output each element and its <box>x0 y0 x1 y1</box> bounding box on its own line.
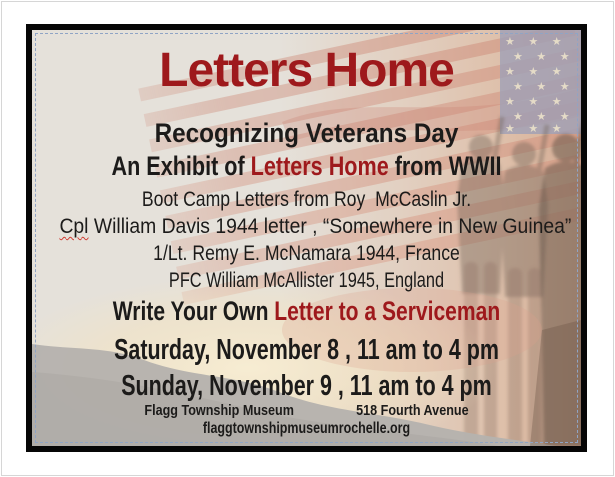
letter-line-boot-camp: Boot Camp Letters from Roy McCaslin Jr. <box>141 187 472 211</box>
poster-content[interactable] <box>32 30 581 446</box>
svg-text:★ ★ ★: ★ ★ ★ <box>513 80 575 93</box>
letter-line-mcallister: PFC William McAllister 1945, England <box>168 268 445 292</box>
svg-text:★ ★ ★: ★ ★ ★ <box>513 50 575 63</box>
website-url: flaggtownshipmuseumrochelle.org <box>202 420 411 437</box>
exhibit-line <box>87 151 526 181</box>
venue-row <box>76 402 537 419</box>
exhibit-suffix: from WWII <box>388 151 502 181</box>
poster-frame[interactable] <box>26 24 587 452</box>
subtitle: Recognizing Veterans Day <box>154 118 459 148</box>
letter-line-mcnamara: 1/Lt. Remy E. McNamara 1944, France <box>153 241 460 265</box>
svg-text:★ ★ ★: ★ ★ ★ <box>505 95 567 108</box>
venue-name: Flagg Township Museum <box>144 402 294 419</box>
letter-line-davis-rest: William Davis 1944 letter , “Somewhere in New Guinea” <box>88 214 572 238</box>
exhibit-highlight: Letters Home <box>250 151 389 181</box>
exhibit-prefix: An Exhibit of <box>111 151 251 181</box>
cta-line <box>92 296 520 326</box>
svg-text:★ ★ ★: ★ ★ ★ <box>505 35 567 48</box>
svg-text:★ ★ ★: ★ ★ ★ <box>505 65 567 78</box>
cta-prefix: Write Your Own <box>112 296 275 326</box>
poster-title: Letters Home <box>159 44 454 97</box>
page-canvas <box>1 1 614 476</box>
letter-line-davis <box>59 213 572 239</box>
venue-address: 518 Fourth Avenue <box>356 402 469 419</box>
svg-text:★ ★ ★: ★ ★ ★ <box>513 110 575 123</box>
cta-highlight: Letter to a Serviceman <box>274 296 501 326</box>
svg-text:★ ★ ★: ★ ★ ★ <box>505 122 567 135</box>
spellcheck-flagged-word: Cpl <box>59 214 89 238</box>
schedule-line-sunday: Sunday, November 9 , 11 am to 4 pm <box>121 370 492 402</box>
schedule-line-saturday: Saturday, November 8 , 11 am to 4 pm <box>114 334 499 366</box>
